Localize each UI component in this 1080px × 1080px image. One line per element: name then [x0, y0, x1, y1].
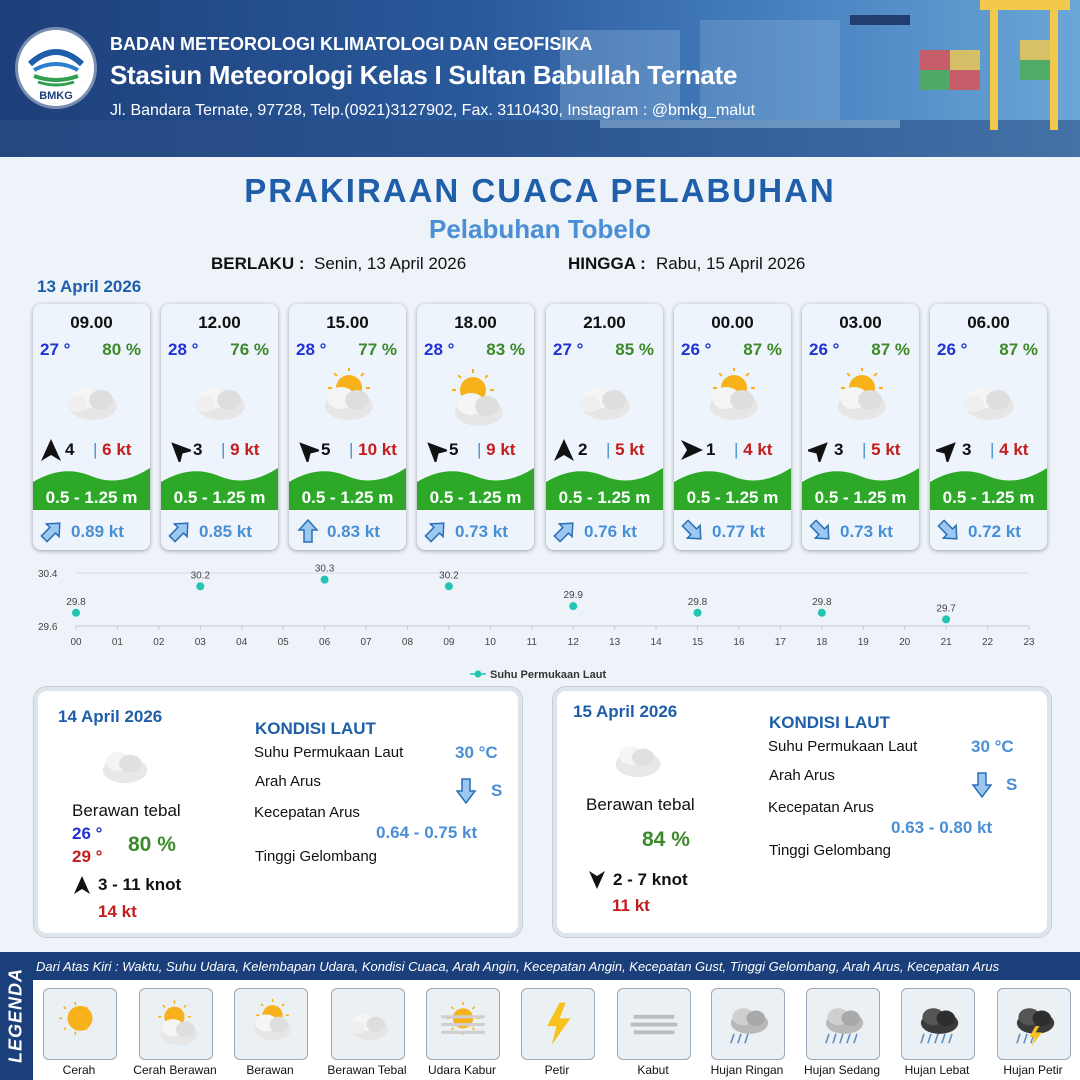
chart-point — [942, 615, 950, 623]
day3-date: 15 April 2026 — [573, 702, 678, 721]
day1-date: 13 April 2026 — [37, 277, 142, 296]
day2-panel — [33, 686, 523, 938]
chart-x-tick-label: 18 — [816, 637, 828, 648]
berawan-tebal-icon — [952, 368, 1024, 428]
wind-direction-icon — [808, 438, 832, 462]
berawan-tebal-icon — [94, 739, 156, 791]
air-temperature: 28 ° — [296, 340, 327, 359]
legend-label: Hujan Sedang — [803, 1063, 881, 1077]
day3-wave-label: Tinggi Gelombang — [769, 842, 892, 859]
wave-height: 0.5 - 1.25 m — [45, 488, 138, 507]
current-direction-icon — [808, 518, 834, 544]
wind-speed: 3 — [834, 440, 844, 459]
day3-panel — [552, 686, 1052, 938]
day2-temp-min: 26 ° — [72, 824, 103, 843]
current-direction-icon — [552, 518, 578, 544]
chart-data-label: 29.7 — [936, 603, 956, 615]
legend-item-berawan-tebal — [331, 988, 405, 1060]
air-temperature: 28 ° — [424, 340, 455, 359]
legend-item-hujan-petir — [997, 988, 1071, 1060]
air-temperature: 27 ° — [40, 340, 71, 359]
current-speed: 0.76 kt — [584, 522, 637, 541]
legend-item-cerah-berawan — [139, 988, 213, 1060]
chart-point — [569, 602, 577, 610]
chart-y-tick-label: 30.4 — [38, 569, 58, 580]
day3-current-dir-label: Arah Arus — [769, 767, 835, 784]
gust-speed: | 6 kt — [93, 440, 132, 459]
valid-until-date: Rabu, 15 April 2026 — [656, 254, 806, 273]
forecast-time: 09.00 — [70, 313, 113, 332]
cerah-icon — [52, 995, 108, 1051]
chart-legend-marker — [475, 671, 482, 678]
berawan-tebal-icon — [340, 995, 396, 1051]
wave-height: 0.5 - 1.25 m — [429, 488, 522, 507]
berawan-icon — [824, 368, 896, 428]
legend-item-hujan-ringan — [711, 988, 785, 1060]
legend-label: Hujan Ringan — [710, 1063, 784, 1077]
chart-x-tick-label: 12 — [567, 637, 579, 648]
hujan-petir-icon — [1006, 995, 1062, 1051]
chart-x-tick-label: 05 — [277, 637, 289, 648]
humidity: 87 % — [999, 340, 1038, 359]
forecast-card-1800 — [417, 304, 534, 550]
forecast-time: 15.00 — [326, 313, 369, 332]
humidity: 85 % — [615, 340, 654, 359]
day3-humidity: 84 % — [642, 828, 690, 851]
day2-gust: 14 kt — [98, 902, 137, 921]
legend-label: Berawan — [246, 1063, 294, 1077]
forecast-time: 21.00 — [583, 313, 626, 332]
current-speed: 0.73 kt — [455, 522, 508, 541]
legend-item-hujan-sedang — [806, 988, 880, 1060]
air-temperature: 26 ° — [681, 340, 712, 359]
forecast-card-2100 — [546, 304, 663, 550]
legend-label: Hujan Petir — [1003, 1063, 1063, 1077]
day3-current-dir: S — [1006, 775, 1018, 794]
chart-data-label: 30.3 — [314, 563, 335, 575]
petir-icon — [530, 995, 586, 1051]
station-address: Jl. Bandara Ternate, 97728, Telp.(0921)3127902, Fax. 3110430, Instagram : @bmkg_malut — [110, 102, 756, 119]
legend-title: LEGENDA — [5, 968, 26, 1064]
wind-direction-icon — [936, 438, 960, 462]
gust-speed: | 5 kt — [606, 440, 645, 459]
day3-sst-label: Suhu Permukaan Laut — [768, 738, 918, 755]
current-direction-icon — [39, 518, 65, 544]
humidity: 80 % — [102, 340, 141, 359]
chart-point — [321, 576, 329, 584]
wave-height: 0.5 - 1.25 m — [686, 488, 779, 507]
wind-direction-icon — [552, 438, 576, 462]
valid-until-label: HINGGA : — [568, 254, 646, 273]
forecast-card-0900 — [33, 304, 150, 550]
valid-from-date: Senin, 13 April 2026 — [314, 254, 467, 273]
legend-item-hujan-lebat — [901, 988, 975, 1060]
gust-speed: | 10 kt — [349, 440, 397, 459]
chart-x-tick-label: 02 — [153, 637, 165, 648]
wave-height: 0.5 - 1.25 m — [558, 488, 651, 507]
day2-humidity: 80 % — [128, 833, 176, 856]
wind-direction-icon — [167, 438, 191, 462]
legend-label: Cerah Berawan — [133, 1063, 217, 1077]
chart-data-label: 30.2 — [439, 570, 459, 582]
chart-point — [72, 609, 80, 617]
cerah-berawan-icon — [439, 368, 511, 428]
wave-height: 0.5 - 1.25 m — [173, 488, 266, 507]
wind-arrow-icon — [587, 870, 607, 890]
chart-x-tick-label: 22 — [982, 637, 994, 648]
forecast-card-0600 — [930, 304, 1047, 550]
gust-speed: | 9 kt — [477, 440, 516, 459]
day2-sst-label: Suhu Permukaan Laut — [254, 744, 404, 761]
chart-x-tick-label: 23 — [1023, 637, 1035, 648]
chart-point — [694, 609, 702, 617]
day2-condition: Berawan tebal — [72, 801, 181, 820]
humidity: 77 % — [358, 340, 397, 359]
berawan-tebal-icon — [607, 733, 669, 785]
cerah-berawan-icon — [148, 995, 204, 1051]
chart-x-tick-label: 08 — [401, 637, 414, 648]
chart-y-tick-label: 29.6 — [38, 622, 58, 633]
wind-speed: 5 — [321, 440, 331, 459]
gust-speed: | 5 kt — [862, 440, 901, 459]
berawan-tebal-icon — [55, 368, 127, 428]
chart-point — [196, 582, 204, 590]
forecast-time: 12.00 — [198, 313, 241, 332]
day2-current-dir: S — [491, 781, 503, 800]
wind-speed: 3 — [193, 440, 203, 459]
chart-x-tick-label: 11 — [526, 637, 537, 648]
forecast-time: 18.00 — [454, 313, 497, 332]
day2-current-dir-label: Arah Arus — [255, 773, 321, 790]
humidity: 87 % — [743, 340, 782, 359]
chart-x-tick-label: 03 — [194, 637, 206, 648]
day2-current-speed: 0.64 - 0.75 kt — [376, 823, 478, 842]
current-direction-icon — [295, 518, 321, 544]
air-temperature: 26 ° — [809, 340, 840, 359]
legend-label: Berawan Tebal — [327, 1063, 407, 1077]
chart-x-tick-label: 16 — [733, 637, 745, 648]
gust-speed: | 9 kt — [221, 440, 260, 459]
chart-point — [445, 582, 453, 590]
chart-x-tick-label: 20 — [899, 637, 911, 648]
gust-speed: | 4 kt — [734, 440, 773, 459]
kabut-icon — [626, 995, 682, 1051]
chart-x-tick-label: 17 — [774, 637, 786, 648]
chart-x-tick-label: 01 — [111, 637, 123, 648]
chart-x-tick-label: 00 — [70, 637, 82, 648]
legend-label: Udara Kabur — [427, 1063, 497, 1077]
legend-label: Petir — [544, 1063, 570, 1077]
day2-sea-title: KONDISI LAUT — [255, 719, 376, 738]
chart-data-label: 29.8 — [812, 596, 832, 608]
legend-item-petir — [521, 988, 595, 1060]
forecast-card-0000 — [674, 304, 791, 550]
berawan-tebal-icon — [183, 368, 255, 428]
wind-direction-icon — [680, 438, 704, 462]
chart-data-label: 29.8 — [687, 596, 708, 608]
berawan-tebal-icon — [568, 368, 640, 428]
current-speed: 0.89 kt — [71, 522, 124, 541]
port-name: Pelabuhan Tobelo — [429, 214, 651, 244]
chart-point — [818, 609, 826, 617]
chart-x-tick-label: 19 — [857, 637, 869, 648]
current-arrow-south-icon — [971, 771, 993, 799]
wind-speed: 4 — [65, 440, 75, 459]
wind-speed: 3 — [962, 440, 972, 459]
wind-direction-icon — [423, 438, 447, 462]
station-name: Stasiun Meteorologi Kelas I Sultan Babullah Ternate — [110, 60, 738, 90]
chart-legend-label: Suhu Permukaan Laut — [490, 669, 607, 681]
wind-direction-icon — [295, 438, 319, 462]
chart-x-tick-label: 04 — [236, 637, 248, 648]
day2-wind: 3 - 11 knot — [98, 875, 182, 894]
day3-wind: 2 - 7 knot — [613, 870, 688, 889]
current-direction-icon — [167, 518, 193, 544]
air-temperature: 28 ° — [168, 340, 199, 359]
hujan-sedang-icon — [815, 995, 871, 1051]
berawan-icon — [243, 995, 299, 1051]
chart-x-tick-label: 06 — [319, 637, 331, 648]
current-speed: 0.73 kt — [840, 522, 893, 541]
chart-x-tick-label: 13 — [609, 637, 621, 648]
current-speed: 0.72 kt — [968, 522, 1021, 541]
chart-x-tick-label: 15 — [691, 637, 704, 648]
chart-x-tick-label: 10 — [484, 637, 496, 648]
legend-item-udara-kabur — [426, 988, 500, 1060]
day3-current-speed: 0.63 - 0.80 kt — [891, 818, 993, 837]
day2-date: 14 April 2026 — [58, 707, 163, 726]
forecast-card-0300 — [802, 304, 919, 550]
wind-direction-icon — [39, 438, 63, 462]
forecast-time: 06.00 — [967, 313, 1010, 332]
day2-current-speed-label: Kecepatan Arus — [254, 804, 360, 821]
forecast-time: 03.00 — [839, 313, 882, 332]
udara-kabur-icon — [435, 995, 491, 1051]
legend-item-berawan — [234, 988, 308, 1060]
current-direction-icon — [936, 518, 962, 544]
chart-x-tick-label: 09 — [443, 637, 455, 648]
org-name: BADAN METEOROLOGI KLIMATOLOGI DAN GEOFISIKA — [110, 34, 593, 54]
day3-sst: 30 °C — [971, 737, 1014, 756]
chart-x-tick-label: 14 — [650, 637, 662, 648]
current-speed: 0.85 kt — [199, 522, 252, 541]
day2-sst: 30 °C — [455, 743, 498, 762]
humidity: 76 % — [230, 340, 269, 359]
wave-height: 0.5 - 1.25 m — [814, 488, 907, 507]
hujan-lebat-icon — [910, 995, 966, 1051]
gust-speed: | 4 kt — [990, 440, 1029, 459]
day2-temp-max: 29 ° — [72, 847, 103, 866]
chart-x-tick-label: 07 — [360, 637, 372, 648]
chart-data-label: 29.9 — [563, 590, 583, 602]
humidity: 83 % — [486, 340, 525, 359]
legend-description: Dari Atas Kiri : Waktu, Suhu Udara, Kelembapan Udara, Kondisi Cuaca, Arah Angin, Kecepatan Angin, Kecepatan Gust, Tinggi Gelombang, Arah Arus, Kecepatan Arus — [36, 959, 1000, 974]
current-arrow-south-icon — [455, 777, 477, 805]
wind-speed: 1 — [706, 440, 716, 459]
current-speed: 0.77 kt — [712, 522, 765, 541]
hujan-ringan-icon — [720, 995, 776, 1051]
berawan-icon — [311, 368, 383, 428]
current-speed: 0.83 kt — [327, 522, 380, 541]
berawan-icon — [696, 368, 768, 428]
day3-current-speed-label: Kecepatan Arus — [768, 799, 874, 816]
chart-data-label: 29.8 — [66, 596, 86, 608]
sea-surface-temperature-chart — [30, 560, 1050, 685]
air-temperature: 26 ° — [937, 340, 968, 359]
day3-condition: Berawan tebal — [586, 795, 695, 814]
air-temperature: 27 ° — [553, 340, 584, 359]
legend-label: Hujan Lebat — [904, 1063, 970, 1077]
day3-sea-title: KONDISI LAUT — [769, 713, 890, 732]
page-title: PRAKIRAAN CUACA PELABUHAN — [244, 172, 836, 209]
current-direction-icon — [423, 518, 449, 544]
wave-height: 0.5 - 1.25 m — [301, 488, 394, 507]
humidity: 87 % — [871, 340, 910, 359]
chart-x-tick-label: 21 — [940, 637, 952, 648]
wind-speed: 2 — [578, 440, 588, 459]
legend-item-cerah — [43, 988, 117, 1060]
chart-data-label: 30.2 — [190, 570, 211, 582]
wind-speed: 5 — [449, 440, 459, 459]
wind-arrow-icon — [72, 875, 92, 895]
valid-from-label: BERLAKU : — [211, 254, 305, 273]
logo-text: BMKG — [39, 90, 73, 102]
legend-label: Cerah — [62, 1063, 96, 1077]
forecast-card-1500 — [289, 304, 406, 550]
forecast-card-1200 — [161, 304, 278, 550]
day3-gust: 11 kt — [612, 896, 650, 915]
current-direction-icon — [680, 518, 706, 544]
wave-height: 0.5 - 1.25 m — [942, 488, 1035, 507]
forecast-time: 00.00 — [711, 313, 754, 332]
legend-item-kabut — [617, 988, 691, 1060]
day2-wave-label: Tinggi Gelombang — [255, 848, 378, 865]
legend-label: Kabut — [637, 1063, 669, 1077]
